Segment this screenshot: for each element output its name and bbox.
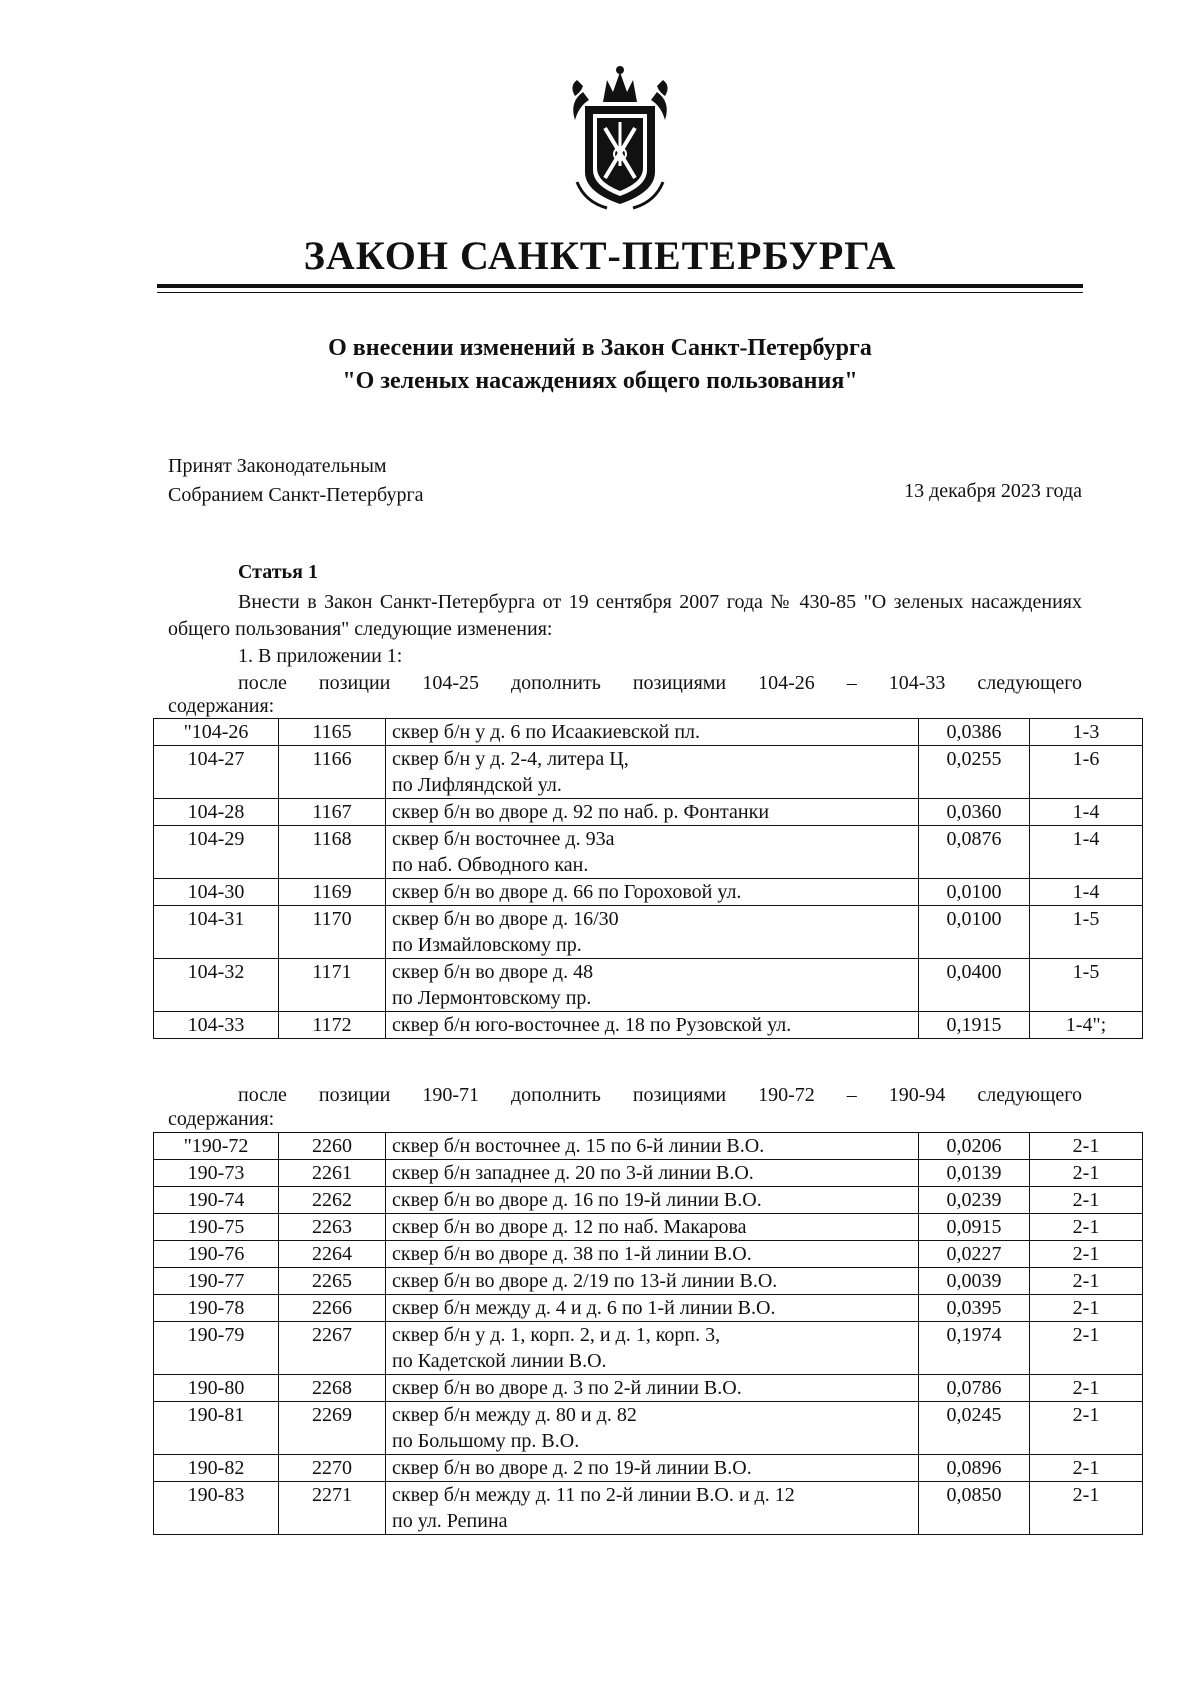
table-row [154,1455,1143,1482]
table-row [154,1012,1143,1039]
table-row [154,1160,1143,1187]
position-cell: 104-30 [154,879,279,906]
code-cell: 2-1 [1030,1455,1143,1482]
code-cell: 1-6 [1030,746,1143,799]
number-cell: 2262 [279,1187,386,1214]
positions-table-2 [153,1132,1143,1535]
table-row [154,879,1143,906]
area-cell: 0,0039 [919,1268,1030,1295]
area-cell: 0,0915 [919,1214,1030,1241]
table-row [154,1241,1143,1268]
position-cell: 104-28 [154,799,279,826]
code-cell: 2-1 [1030,1214,1143,1241]
name-cell: сквер б/н во дворе д. 16/30 по Измайловскому пр. [386,906,919,959]
name-cell: сквер б/н во дворе д. 92 по наб. р. Фонтанки [386,799,919,826]
table-row [154,1375,1143,1402]
area-cell: 0,0896 [919,1455,1030,1482]
table-row [154,719,1143,746]
code-cell: 2-1 [1030,1482,1143,1535]
position-cell: 190-78 [154,1295,279,1322]
position-cell: "104-26 [154,719,279,746]
area-cell: 0,1915 [919,1012,1030,1039]
code-cell: 2-1 [1030,1268,1143,1295]
number-cell: 2265 [279,1268,386,1295]
law-subtitle [0,332,1200,398]
area-cell: 0,0850 [919,1482,1030,1535]
area-cell: 0,0400 [919,959,1030,1012]
position-cell: 190-80 [154,1375,279,1402]
code-cell: 1-4 [1030,826,1143,879]
area-cell: 0,0786 [919,1375,1030,1402]
name-cell: сквер б/н во дворе д. 3 по 2-й линии В.О. [386,1375,919,1402]
number-cell: 1168 [279,826,386,879]
code-cell: 1-3 [1030,719,1143,746]
number-cell: 1167 [279,799,386,826]
position-cell: 190-83 [154,1482,279,1535]
position-cell: 104-29 [154,826,279,879]
adoption-note [168,452,424,510]
name-cell: сквер б/н во дворе д. 2 по 19-й линии В.О. [386,1455,919,1482]
number-cell: 2269 [279,1402,386,1455]
position-cell: 190-77 [154,1268,279,1295]
area-cell: 0,0255 [919,746,1030,799]
name-cell: сквер б/н у д. 1, корп. 2, и д. 1, корп. 3, по Кадетской линии В.О. [386,1322,919,1375]
area-cell: 0,0100 [919,879,1030,906]
position-cell: 104-31 [154,906,279,959]
area-cell: 0,0100 [919,906,1030,959]
code-cell: 2-1 [1030,1322,1143,1375]
area-cell: 0,0876 [919,826,1030,879]
area-cell: 0,1974 [919,1322,1030,1375]
position-cell: 190-76 [154,1241,279,1268]
number-cell: 2261 [279,1160,386,1187]
position-cell: 190-75 [154,1214,279,1241]
name-cell: сквер б/н между д. 4 и д. 6 по 1-й линии В.О. [386,1295,919,1322]
law-title: ЗАКОН САНКТ-ПЕТЕРБУРГА [303,233,897,278]
number-cell: 1172 [279,1012,386,1039]
name-cell: сквер б/н восточнее д. 15 по 6-й линии В.О. [386,1133,919,1160]
adopted-line-2: Собранием Санкт-Петербурга [168,484,424,506]
position-cell: 190-82 [154,1455,279,1482]
area-cell: 0,0139 [919,1160,1030,1187]
area-cell: 0,0395 [919,1295,1030,1322]
code-cell: 2-1 [1030,1187,1143,1214]
name-cell: сквер б/н восточнее д. 93а по наб. Обводного кан. [386,826,919,879]
code-cell: 1-5 [1030,906,1143,959]
name-cell: сквер б/н во дворе д. 38 по 1-й линии В.О. [386,1241,919,1268]
number-cell: 2260 [279,1133,386,1160]
table-row [154,1187,1143,1214]
table-row [154,906,1143,959]
table-row [154,1214,1143,1241]
name-cell: сквер б/н во дворе д. 2/19 по 13-й линии В.О. [386,1268,919,1295]
item-1: 1. В приложении 1: [238,645,403,667]
code-cell: 1-4"; [1030,1012,1143,1039]
adopted-line-1: Принят Законодательным [168,455,387,477]
table-row [154,1295,1143,1322]
name-cell: сквер б/н у д. 6 по Исаакиевской пл. [386,719,919,746]
area-cell: 0,0227 [919,1241,1030,1268]
table-row [154,1268,1143,1295]
position-cell: 190-74 [154,1187,279,1214]
intro-paragraph: Внести в Закон Санкт-Петербурга от 19 сентября 2007 года № 430-85 "О зеленых насаждениях общего пользования" следующие изменения: [168,591,1082,640]
position-cell: 190-81 [154,1402,279,1455]
adoption-date: 13 декабря 2023 года [904,480,1082,502]
table-row [154,746,1143,799]
name-cell: сквер б/н между д. 11 по 2-й линии В.О. и д. 12 по ул. Репина [386,1482,919,1535]
code-cell: 1-5 [1030,959,1143,1012]
code-cell: 2-1 [1030,1160,1143,1187]
area-cell: 0,0206 [919,1133,1030,1160]
area-cell: 0,0386 [919,719,1030,746]
subtitle-line-1: О внесении изменений в Закон Санкт-Петербурга [328,335,872,361]
number-cell: 2268 [279,1375,386,1402]
area-cell: 0,0245 [919,1402,1030,1455]
subtitle-line-2: "О зеленых насаждениях общего пользования" [342,368,858,394]
position-cell: 104-32 [154,959,279,1012]
number-cell: 1169 [279,879,386,906]
position-cell: 190-79 [154,1322,279,1375]
positions-table-1 [153,718,1143,1039]
name-cell: сквер б/н у д. 2-4, литера Ц, по Лифляндской ул. [386,746,919,799]
area-cell: 0,0239 [919,1187,1030,1214]
name-cell: сквер б/н во дворе д. 66 по Гороховой ул. [386,879,919,906]
name-cell: сквер б/н юго-восточнее д. 18 по Рузовской ул. [386,1012,919,1039]
code-cell: 2-1 [1030,1402,1143,1455]
table-row [154,1133,1143,1160]
number-cell: 2271 [279,1482,386,1535]
title-rule-thin [157,292,1083,293]
number-cell: 1171 [279,959,386,1012]
coat-of-arms-emblem [555,62,685,212]
position-cell: 104-27 [154,746,279,799]
table-row [154,1322,1143,1375]
number-cell: 1165 [279,719,386,746]
area-cell: 0,0360 [919,799,1030,826]
name-cell: сквер б/н во дворе д. 12 по наб. Макарова [386,1214,919,1241]
code-cell: 2-1 [1030,1295,1143,1322]
number-cell: 2267 [279,1322,386,1375]
code-cell: 1-4 [1030,799,1143,826]
position-cell: 190-73 [154,1160,279,1187]
table-row [154,1482,1143,1535]
table1-intro: после позиции 104-25 дополнить позициями 104-26 – 104-33 следующего [238,672,1082,694]
table-row [154,799,1143,826]
name-cell: сквер б/н западнее д. 20 по 3-й линии В.О. [386,1160,919,1187]
number-cell: 2264 [279,1241,386,1268]
code-cell: 2-1 [1030,1241,1143,1268]
name-cell: сквер б/н между д. 80 и д. 82 по Большому пр. В.О. [386,1402,919,1455]
code-cell: 2-1 [1030,1133,1143,1160]
article-heading: Статья 1 [238,561,318,583]
table-row [154,1402,1143,1455]
code-cell: 1-4 [1030,879,1143,906]
table2-intro: после позиции 190-71 дополнить позициями 190-72 – 190-94 следующего [238,1084,1082,1106]
table-row [154,826,1143,879]
number-cell: 1166 [279,746,386,799]
position-cell: 104-33 [154,1012,279,1039]
table-row [154,959,1143,1012]
name-cell: сквер б/н во дворе д. 16 по 19-й линии В.О. [386,1187,919,1214]
position-cell: "190-72 [154,1133,279,1160]
number-cell: 2270 [279,1455,386,1482]
name-cell: сквер б/н во дворе д. 48 по Лермонтовскому пр. [386,959,919,1012]
number-cell: 1170 [279,906,386,959]
code-cell: 2-1 [1030,1375,1143,1402]
table2-intro-end: содержания: [168,1108,275,1130]
title-rule-thick [157,284,1083,288]
number-cell: 2263 [279,1214,386,1241]
table1-intro-end: содержания: [168,695,275,717]
number-cell: 2266 [279,1295,386,1322]
